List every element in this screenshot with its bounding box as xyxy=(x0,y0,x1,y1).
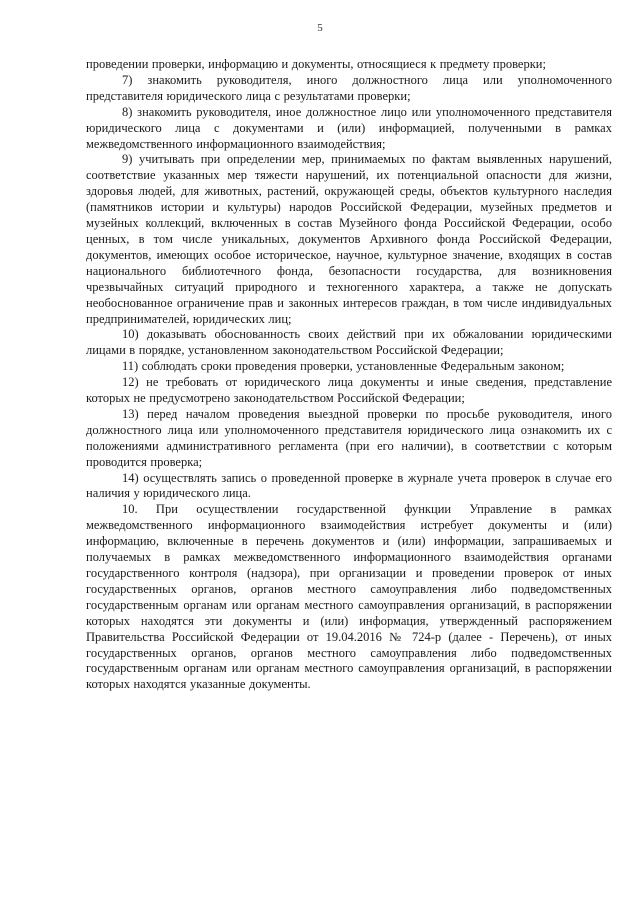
paragraph-item-14: 14) осуществлять запись о проведенной проверке в журнале учета проверок в случае его наличия у юридического лица. xyxy=(86,470,612,501)
document-body xyxy=(86,57,612,693)
paragraph-item-10: 10) доказывать обоснованность своих действий при их обжаловании юридическими лицами в порядке, установленном законодательством Российской Федерации; xyxy=(86,327,612,358)
paragraph-continuation: проведении проверки, информацию и документы, относящиеся к предмету проверки; xyxy=(86,57,546,71)
section-10-paragraph: 10. При осуществлении государственной функции Управление в рамках межведомственного информационного взаимодействия истребует документы и (или) информацию, включенные в перечень документов и (или) информации, запрашиваемых и получаемых в рамках межведомственного информационного взаимодействия органами государственного контроля (надзора), при организации и проведении проверок от иных государственных органов, органов местного самоуправления либо подведомственных государственным органам или органам местного самоуправления организаций, в распоряжении которых находятся эти документы и (или) информация, утвержденный распоряжением Правительства Российской Федерации от 19.04.2016 № 724-р (далее - Перечень), от иных государственных органов, органов местного самоуправления либо подведомственных государственным органам или органам местного самоуправления организаций, в распоряжении которых находятся указанные документы. xyxy=(86,502,612,692)
paragraph-item-12: 12) не требовать от юридического лица документы и иные сведения, представление которых не предусмотрено законодательством Российской Федерации; xyxy=(86,375,612,406)
page-number: 5 xyxy=(317,22,323,34)
paragraph-item-7: 7) знакомить руководителя, иного должностного лица или уполномоченного представителя юридического лица с результатами проверки; xyxy=(86,72,612,103)
paragraph-item-13: 13) перед началом проведения выездной проверки по просьбе руководителя, иного должностного лица или уполномоченного представителя юридического лица ознакомить их с положениями административного регламента (при его наличии), в соответствии с которым проводится проверка; xyxy=(86,406,612,469)
paragraph-item-9: 9) учитывать при определении мер, принимаемых по фактам выявленных нарушений, соответствие указанных мер тяжести нарушений, их потенциальной опасности для жизни, здоровья людей, для животных, растений, окружающей среды, объектов культурного наследия (памятников истории и культуры) народов Российской Федерации, музейных предметов и музейных коллекций, включенных в состав Музейного фонда Российской Федерации, особо ценных, в том числе уникальных, документов Архивного фонда Российской Федерации, документов, имеющих особое историческое, научное, культурное значение, входящих в состав национального библиотечного фонда, безопасности государства, для возникновения чрезвычайных ситуаций природного и техногенного характера, а также не допускать необоснованное ограничение прав и законных интересов граждан, в том числе индивидуальных предпринимателей, юридических лиц; xyxy=(86,152,612,326)
paragraph-item-8: 8) знакомить руководителя, иное должностное лицо или уполномоченного представителя юридического лица с документами и (или) информацией, полученными в рамках межведомственного информационного взаимодействия; xyxy=(86,104,612,151)
paragraph-item-11: 11) соблюдать сроки проведения проверки, установленные Федеральным законом; xyxy=(122,359,565,374)
